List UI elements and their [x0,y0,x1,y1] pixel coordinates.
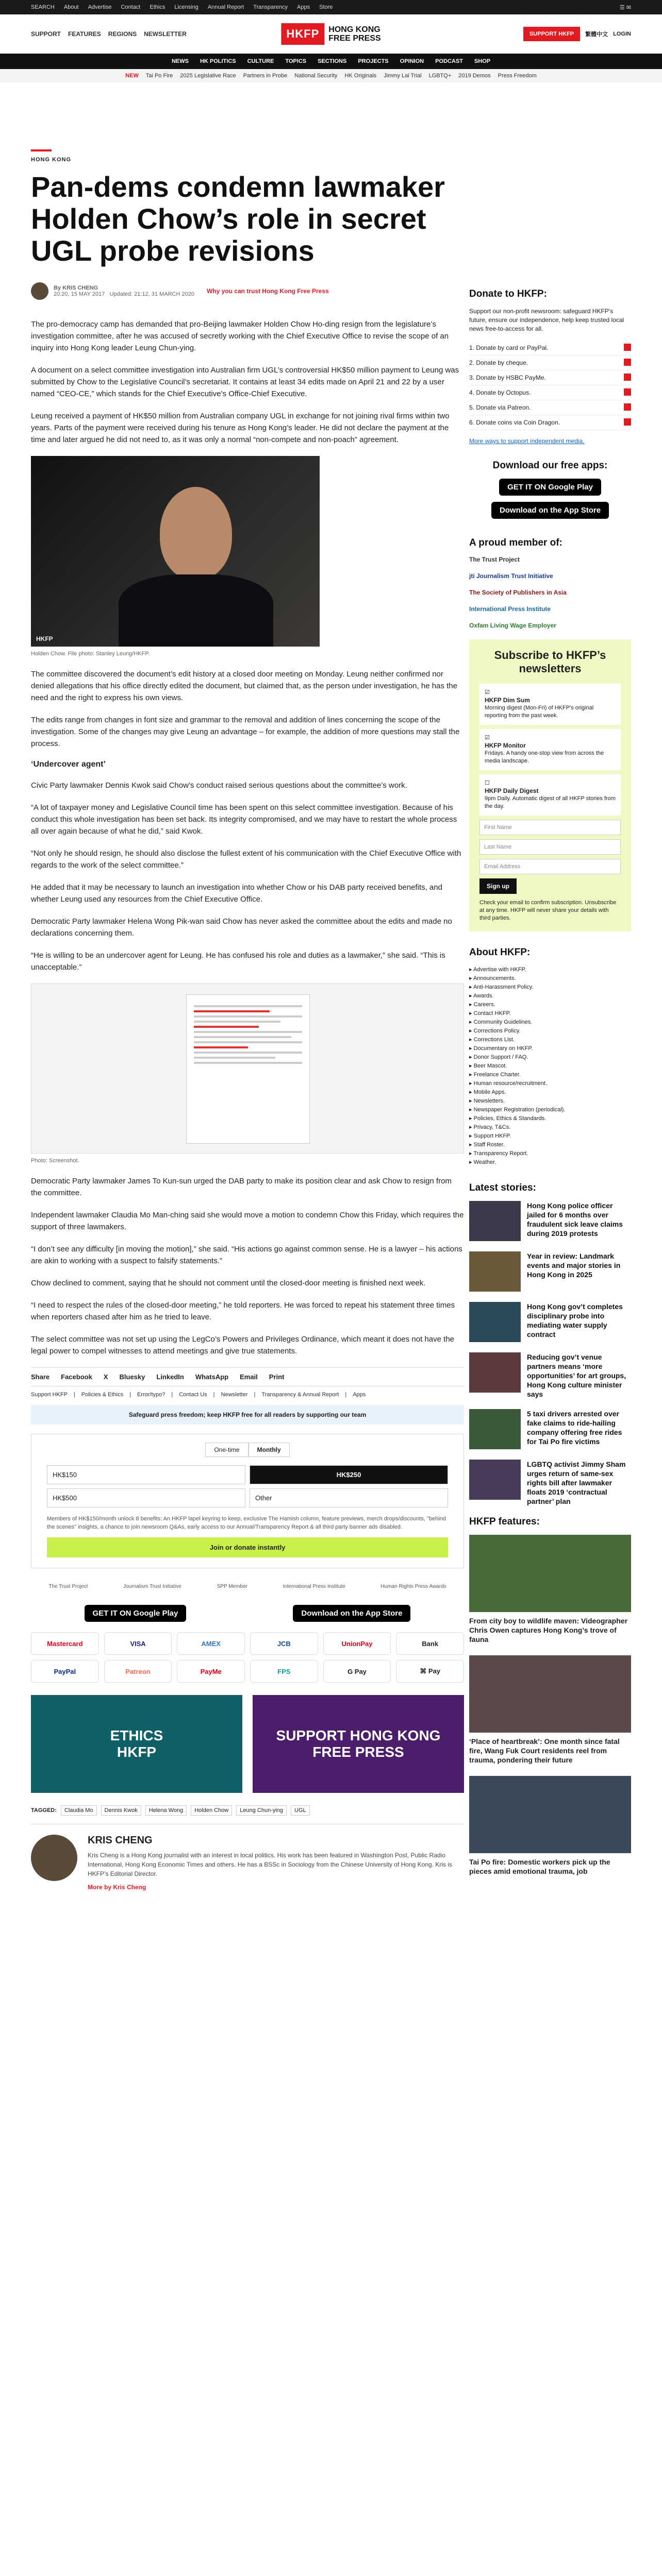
amount-250[interactable]: HK$250 [250,1465,448,1484]
tag-item[interactable]: UGL [291,1805,310,1816]
paragraph: “He is willing to be an undercover agent for Leung. He has confused his role and duties as a lawmaker,” she said. “This is unacceptable.” [31,951,445,972]
about-link[interactable]: ▸ Advertise with HKFP. [469,967,526,973]
donate-title: Donate to HKFP: [469,289,547,299]
latest-story[interactable] [469,1352,631,1399]
feature-story[interactable] [469,1655,631,1765]
story-headline[interactable]: Hong Kong police officer jailed for 6 months over fraudulent sick leave claims during 2019 protests [527,1201,623,1238]
search-link[interactable]: SEARCH [31,4,55,10]
tab-monthly[interactable]: Monthly [249,1443,290,1457]
ethics-banner[interactable]: ETHICS HKFP [31,1695,242,1793]
holden-chow-photo[interactable] [31,456,320,647]
latest-story[interactable] [469,1302,631,1342]
paragraph: “I don’t see any difficulty [in moving the motion],” she said. “His actions go against common sense. He is a lawyer – his actions are akin to working with a suspect to falsify statements.” [31,1245,462,1265]
subnav-item[interactable]: 2019 Demos [458,73,491,79]
amount-500[interactable]: HK$500 [47,1488,245,1507]
sidebar [469,289,631,1887]
about-link[interactable]: ▸ Policies, Ethics & Standards. [469,1115,547,1122]
nav-sections[interactable]: SECTIONS [318,58,347,64]
about-links [469,965,631,1167]
about-link[interactable]: ▸ Staff Roster. [469,1142,505,1148]
paragraph: The select committee was not set up using the LegCo’s Powers and Privileges Ordinance, which meant it does not have the legal power to compel witnesses to attend meetings and give true statements. [31,1335,455,1355]
arrow-icon [624,359,631,366]
paragraph: Chow declined to comment, saying that he should not comment until the closed-door meeting is finished next week. [31,1279,426,1287]
member-logo[interactable]: International Press Institute [469,605,551,613]
about-link[interactable]: ▸ Donor Support / FAQ. [469,1054,528,1060]
topbar-link-contact[interactable]: Contact [121,4,141,10]
story-headline[interactable]: LGBTQ activist Jimmy Sham urges return of same-sex rights bill after lawmaker floats 2019 ‘contractual partner’ plan [527,1460,626,1505]
byline-text: By KRIS CHENG 20:20, 15 MAY 2017 Updated: 21:12, 31 MARCH 2020 [54,285,194,297]
newsletter-option[interactable]: ☑ HKFP Dim Sum Morning digest (Mon-Fri) of HKFP's original reporting from the past week. [479,684,621,725]
nav-topics[interactable]: TOPICS [285,58,307,64]
subnav-item[interactable]: Press Freedom [498,73,537,79]
topbar-link-ethics[interactable]: Ethics [150,4,166,10]
author-bio: Kris Cheng is a Hong Kong journalist with an interest in local politics. His work has been featured in Washington Post, Public Radio International, Hong Kong Economic Times and others. He has a BSSc in Sociology from the Chinese University of Hong Kong. Kris is HKFP’s Editorial Director. [88,1852,453,1877]
member-logo[interactable]: The Trust Project [469,556,520,563]
footer-link[interactable]: Policies & Ethics [81,1392,124,1398]
about-link[interactable]: ▸ Contact HKFP. [469,1010,511,1016]
jcb-icon[interactable]: JCB [250,1632,318,1655]
login-link[interactable]: LOGIN [613,31,631,37]
topbar-link-about[interactable]: About [63,4,79,10]
footer-link[interactable]: Newsletter [221,1392,248,1398]
tags-label: TAGGED: [31,1807,57,1814]
partner-logo[interactable]: Human Rights Press Awards [380,1584,446,1589]
paragraph: Civic Party lawmaker Dennis Kwok said Chow’s conduct raised serious questions about the committee’s work. [31,781,407,790]
tag-item[interactable]: Leung Chun-ying [236,1805,287,1816]
amount-other[interactable]: Other [250,1488,448,1507]
paragraph: “I need to respect the rules of the closed-door meeting,” he told reporters. He was forced to repeat his statement three times when reporters chased after him as he tried to leave. [31,1301,455,1321]
about-link[interactable]: ▸ Transparency Report. [469,1150,528,1157]
language-link[interactable]: 繁體中文 [585,31,608,38]
about-link[interactable]: ▸ Beer Mascot. [469,1063,507,1069]
newsletter-title: Subscribe to HKFP’s newsletters [494,649,606,675]
latest-stories [469,1201,631,1506]
site-logo[interactable] [281,23,380,45]
subnav-item[interactable]: LGBTQ+ [428,73,452,79]
about-link[interactable]: ▸ Announcements. [469,975,516,981]
sidebar-app-buttons [469,479,631,519]
partner-logos [31,1584,464,1589]
latest-story[interactable] [469,1460,631,1506]
safeguard-banner[interactable]: Safeguard press freedom; keep HKFP free for all readers by supporting our team [31,1405,464,1425]
nav-opinion[interactable]: OPINION [400,58,424,64]
feature-image[interactable] [469,1535,631,1612]
membership-benefits: Members of HK$150/month unlock 8 benefits: An HKFP lapel keyring to keep, exclusive The Hamish column, feature previews, merch drops/discounts, "behind the scenes" insights, a chance to join newsroom Q&As, early access to our Annual/Transparency Report & all third party banner ads disabled. [47,1516,446,1530]
paragraph: The pro-democracy camp has demanded that pro-Beijing lawmaker Holden Chow Ho-ding resign from the legislature’s investigation committee, after he was accused of secretly working with the Chief Executive Office to revise the scope of an inquiry into Hong Kong leader Leung Chun-ying. [31,320,449,352]
document-screenshot[interactable] [31,984,464,1154]
fps-icon[interactable]: FPS [250,1660,318,1683]
member-logo[interactable]: The Society of Publishers in Asia [469,589,567,596]
about-link[interactable]: ▸ Newspaper Registration (periodical). [469,1107,566,1113]
features-title: HKFP features: [469,1516,540,1527]
partner-logo[interactable]: SPP Member [217,1584,247,1589]
google-play-button[interactable]: GET IT ON Google Play [499,479,601,496]
first-name-field[interactable]: First Name [479,820,621,835]
donate-option[interactable]: 1. Donate by card or PayPal. [469,341,631,355]
support-hkfp-button[interactable]: SUPPORT HKFP [523,27,580,41]
member-logo[interactable]: Oxfam Living Wage Employer [469,622,556,629]
google-play-button[interactable]: GET IT ON Google Play [85,1605,187,1622]
apps-title: Download our free apps: [492,460,608,471]
member-logos [469,556,631,629]
author-photo[interactable] [31,1835,77,1881]
about-title: About HKFP: [469,947,531,958]
about-link[interactable]: ▸ Weather. [469,1159,496,1165]
subnav-item[interactable]: HK Originals [344,73,377,79]
paragraph: “Not only he should resign, he should also disclose the fullest extent of his communication with the Chief Executive Office with regards to the work of the select committee.” [31,849,461,870]
share-bar [31,1367,464,1386]
about-link[interactable]: ▸ Community Guidelines. [469,1019,533,1025]
story-thumbnail[interactable] [469,1409,521,1449]
article-title: Pan-dems condemn lawmaker Holden Chow’s role in secret UGL probe revisions [31,171,445,267]
paragraph: The edits range from changes in font size and grammar to the removal and addition of lines concerning the scope of the investigation. Some of the changes may give Leung an advantage – for example, the addition of more questions may stall the process. [31,716,460,748]
arrow-icon [624,403,631,411]
paragraph: He added that it may be necessary to launch an investigation into whether Chow or his DAB party received benefits, and whether Leung used any resources from the Chief Executive Office. [31,883,442,904]
nav-culture[interactable]: CULTURE [247,58,274,64]
tab-one-time[interactable]: One-time [205,1443,248,1457]
feature-image[interactable] [469,1655,631,1733]
article [31,149,464,1892]
donate-intro: Support our non-profit newsroom: safeguard HKFP's future, ensure our independence, help keep trusted local news free-to-access for all. [469,308,624,332]
about-link[interactable]: ▸ Support HKFP. [469,1133,511,1139]
app-store-button[interactable]: Download on the App Store [491,502,609,519]
about-link[interactable]: ▸ Careers. [469,1002,495,1008]
paypal-icon[interactable]: PayPal [31,1660,99,1683]
feature-image[interactable] [469,1776,631,1853]
email-field[interactable]: Email Address [479,859,621,874]
footer-link[interactable]: Contact Us [179,1392,207,1398]
patreon-icon[interactable]: Patreon [104,1660,172,1683]
donation-amounts [47,1465,448,1507]
topbar [0,0,662,14]
about-link[interactable]: ▸ Anti-Harassment Policy. [469,984,534,990]
footer-link[interactable]: Transparency & Annual Report [261,1392,339,1398]
app-store-row [31,1605,464,1622]
subnav-item[interactable]: Partners in Probe [243,73,288,79]
author-box-name[interactable]: KRIS CHENG [88,1835,153,1846]
mastercard-icon[interactable]: Mastercard [31,1632,99,1655]
donate-option[interactable]: 3. Donate by HSBC PayMe. [469,370,631,385]
paragraph: A document on a select committee investigation into Australian firm UGL’s controversial HK$50 million payment to Leung was submitted by Chow to the Legislative Council’s secretariat. It contains at least 34 edits made on April 21 and 22 by a user named “CEO-CE,” which stands for the Chief Executive’s Office-Chief Executive. [31,366,459,398]
author-avatar[interactable] [31,282,48,300]
story-headline[interactable]: 5 taxi drivers arrested over fake claims to ride-hailing company offering free rides for Tai Po fire victims [527,1410,622,1446]
donate-option[interactable]: 5. Donate via Patreon. [469,400,631,415]
topbar-link-licensing[interactable]: Licensing [174,4,198,10]
arrow-icon [624,374,631,381]
member-logo[interactable]: jti Journalism Trust Initiative [469,572,553,580]
newsletter-option[interactable]: ☐ HKFP Daily Digest 9pm Daily. Automatic digest of all HKFP stories from the day. [479,774,621,816]
share-bluesky[interactable]: Bluesky [119,1373,145,1381]
photo-caption: Holden Chow. File photo: Stanley Leung/HKFP. [31,651,150,657]
signup-button[interactable]: Sign up [479,878,517,894]
about-link[interactable]: ▸ Awards. [469,993,494,999]
logo-box: HKFP [281,23,324,45]
more-ways-link[interactable]: More ways to support independent media. [469,437,585,445]
photo-watermark: HKFP [36,635,53,642]
subnav-item[interactable]: 2025 Legislative Race [180,73,236,79]
newsletter-option[interactable]: ☑ HKFP Monitor Fridays. A handy one-stop view from across the media landscape. [479,729,621,770]
paragraph: Independent lawmaker Claudia Mo Man-ching said she would move a motion to condemn Chow this Friday, which requires the support of three lawmakers. [31,1211,464,1231]
apple-pay-icon[interactable]: ⌘ Pay [396,1660,464,1683]
sub-nav [0,69,662,82]
why-trust-link[interactable]: Why you can trust Hong Kong Free Press [206,287,329,295]
story-headline[interactable]: Hong Kong gov’t completes disciplinary probe into mediating water supply contract [527,1302,623,1338]
about-link[interactable]: ▸ Documentary on HKFP. [469,1045,533,1052]
donate-options [469,341,631,430]
tag-list [31,1805,464,1816]
donate-option[interactable]: 6. Donate coins via Coin Dragon. [469,415,631,430]
header-regions[interactable]: REGIONS [108,30,137,38]
share-whatsapp[interactable]: WhatsApp [195,1373,229,1381]
arrow-icon [624,418,631,426]
main-nav [0,54,662,69]
paragraph: Leung received a payment of HK$50 million from Australian company UGL in exchange for not joining rival firms within two years. Parts of the payment were received during his tenure as Hong Kong’s leader. He did not declare the payment at the time and later argued he did not need to, as it was only a normal “non-compete and non-poach” agreement. [31,412,450,444]
last-name-field[interactable]: Last Name [479,839,621,855]
unionpay-icon[interactable]: UnionPay [323,1632,391,1655]
share-linkedin[interactable]: LinkedIn [156,1373,184,1381]
nav-hk-politics[interactable]: HK POLITICS [200,58,236,64]
feature-story[interactable] [469,1776,631,1876]
footer-link[interactable]: Apps [353,1392,366,1398]
header-right [523,27,631,41]
author-box [31,1824,464,1892]
portrait-face [160,487,232,580]
share-print[interactable]: Print [269,1373,285,1381]
partner-logo[interactable]: International Press Institute [283,1584,345,1589]
more-by-author-link[interactable]: More by Kris Cheng [88,1884,146,1891]
header-features[interactable]: FEATURES [68,30,101,38]
footer-link[interactable]: Error/typo? [137,1392,166,1398]
story-thumbnail[interactable] [469,1302,521,1342]
topbar-link-apps[interactable]: Apps [297,4,310,10]
share-label: Share [31,1373,50,1381]
publish-date: 20:20, 15 MAY 2017 [54,291,105,297]
nav-projects[interactable]: PROJECTS [358,58,389,64]
about-link[interactable]: ▸ Corrections Policy. [469,1028,521,1034]
story-thumbnail[interactable] [469,1352,521,1393]
share-facebook[interactable]: Facebook [61,1373,92,1381]
about-link[interactable]: ▸ Privacy, T&Cs. [469,1124,511,1130]
tag-item[interactable]: Claudia Mo [61,1805,97,1816]
story-thumbnail[interactable] [469,1460,521,1500]
amex-icon[interactable]: AMEX [177,1632,245,1655]
tag-item[interactable]: Holden Chow [191,1805,232,1816]
feature-story[interactable] [469,1535,631,1644]
tag-item[interactable]: Helena Wong [145,1805,187,1816]
donation-tabs [47,1443,448,1457]
logo-text: HONG KONG FREE PRESS [328,25,381,43]
support-banner[interactable]: SUPPORT HONG KONG FREE PRESS [253,1695,464,1793]
partner-logo[interactable]: Journalism Trust Initiative [123,1584,181,1589]
article-footer-links: Support HKFP | Policies & Ethics | Error/typo? | Contact Us | Newsletter | Transparency & Annual Report | Apps [31,1392,366,1398]
header-left-links [31,30,217,38]
topbar-link-advertise[interactable]: Advertise [88,4,112,10]
about-link[interactable]: ▸ Freelance Charter. [469,1072,521,1078]
partner-logo[interactable]: The Trust Project [48,1584,88,1589]
nav-news[interactable]: NEWS [171,58,189,64]
newsletter-note: Check your email to confirm subscription. Unsubscribe at any time. HKFP will never share your details with third parties. [479,900,617,921]
topbar-icons[interactable]: ☰ ✉ [619,4,631,11]
story-headline[interactable]: Year in review: Landmark events and major stories in Hong Kong in 2025 [527,1252,621,1279]
topbar-link-transparency[interactable]: Transparency [253,4,288,10]
article-kicker[interactable]: HONG KONG [31,157,72,163]
topbar-link-store[interactable]: Store [319,4,333,10]
feature-headline[interactable]: Tai Po fire: Domestic workers pick up the pieces amid emotional trauma, job [469,1858,610,1875]
promo-banners [31,1695,464,1793]
share-x[interactable]: X [103,1373,108,1381]
subheading: ‘Undercover agent’ [31,760,106,769]
feature-headline[interactable]: From city boy to wildlife maven: Videographer Chris Owen captures Hong Kong’s trove of fauna [469,1617,628,1643]
arrow-icon [624,344,631,351]
arrow-icon [624,388,631,396]
donate-option[interactable]: 2. Donate by cheque. [469,355,631,370]
paragraph: The committee discovered the document’s edit history at a closed door meeting on Monday. Leung neither confirmed nor denied allegations that his office directly edited the document, but claimed that, as the person under investigation, he has the need and the right to express his own views. [31,670,457,702]
new-badge: NEW [125,73,139,79]
photo-caption: Photo: Screenshot. [31,1158,79,1164]
share-email[interactable]: Email [240,1373,258,1381]
tag-item[interactable]: Dennis Kwok [101,1805,141,1816]
nav-shop[interactable]: SHOP [474,58,491,64]
subnav-item[interactable]: Jimmy Lai Trial [384,73,422,79]
portrait-suit [119,574,273,647]
about-link[interactable]: ▸ Mobile Apps. [469,1089,506,1095]
feature-headline[interactable]: ‘Place of heartbreak’: One month since fatal fire, Wang Fuk Court residents reel from trauma, pondering their future [469,1737,620,1764]
latest-title: Latest stories: [469,1182,536,1193]
kicker-rule [31,149,52,151]
updated-date: Updated: 21:12, 31 MARCH 2020 [109,291,194,297]
subnav-item[interactable]: National Security [294,73,338,79]
about-link[interactable]: ▸ Corrections List. [469,1037,515,1043]
subnav-item[interactable]: Tai Po Fire [145,73,173,79]
feature-stories [469,1535,631,1876]
latest-story[interactable] [469,1409,631,1449]
nav-podcast[interactable]: PODCAST [435,58,463,64]
latest-story[interactable] [469,1201,631,1241]
paragraph: Democratic Party lawmaker James To Kun-sun urged the DAB party to make its position clear and ask Chow to resign from the committee. [31,1177,452,1197]
story-thumbnail[interactable] [469,1201,521,1241]
about-link[interactable]: ▸ Newsletters. [469,1098,505,1104]
join-donate-button[interactable]: Join or donate instantly [47,1537,448,1557]
header-newsletter[interactable]: NEWSLETTER [144,30,187,38]
amount-150[interactable]: HK$150 [47,1465,245,1484]
author-name[interactable]: KRIS CHENG [62,285,98,291]
topbar-link-annual-report[interactable]: Annual Report [207,4,244,10]
google-pay-icon[interactable]: G Pay [323,1660,391,1683]
header-support[interactable]: SUPPORT [31,30,61,38]
site-header [0,14,662,54]
about-link[interactable]: ▸ Human resource/recruitment. [469,1080,548,1087]
payme-icon[interactable]: PayMe [177,1660,245,1683]
article-body [31,318,464,1357]
app-store-button[interactable]: Download on the App Store [293,1605,410,1622]
story-thumbnail[interactable] [469,1251,521,1292]
newsletter-signup [469,639,631,931]
payment-icons [31,1632,464,1683]
donation-widget [31,1434,464,1568]
visa-icon[interactable]: VISA [104,1632,172,1655]
member-title: A proud member of: [469,537,562,548]
donate-option[interactable]: 4. Donate by Octopus. [469,385,631,400]
latest-story[interactable] [469,1251,631,1292]
bank-icon[interactable]: Bank [396,1632,464,1655]
paragraph: “A lot of taxpayer money and Legislative Council time has been spent on this select committee investigation. Because of his conduct this whole investigation has been set back. Its integrity compromised, and we may have to restart the whole process all over again because of what he did,” said Kwok. [31,803,457,836]
document-page [186,994,310,1144]
footer-link[interactable]: Support HKFP [31,1392,68,1398]
byline [31,282,464,300]
story-headline[interactable]: Reducing gov’t venue partners means ‘more opportunities’ for art groups, Hong Kong culture minister says [527,1353,626,1398]
paragraph: Democratic Party lawmaker Helena Wong Pik-wan said Chow has never asked the committee about the edits and made no declarations concerning them. [31,917,452,938]
